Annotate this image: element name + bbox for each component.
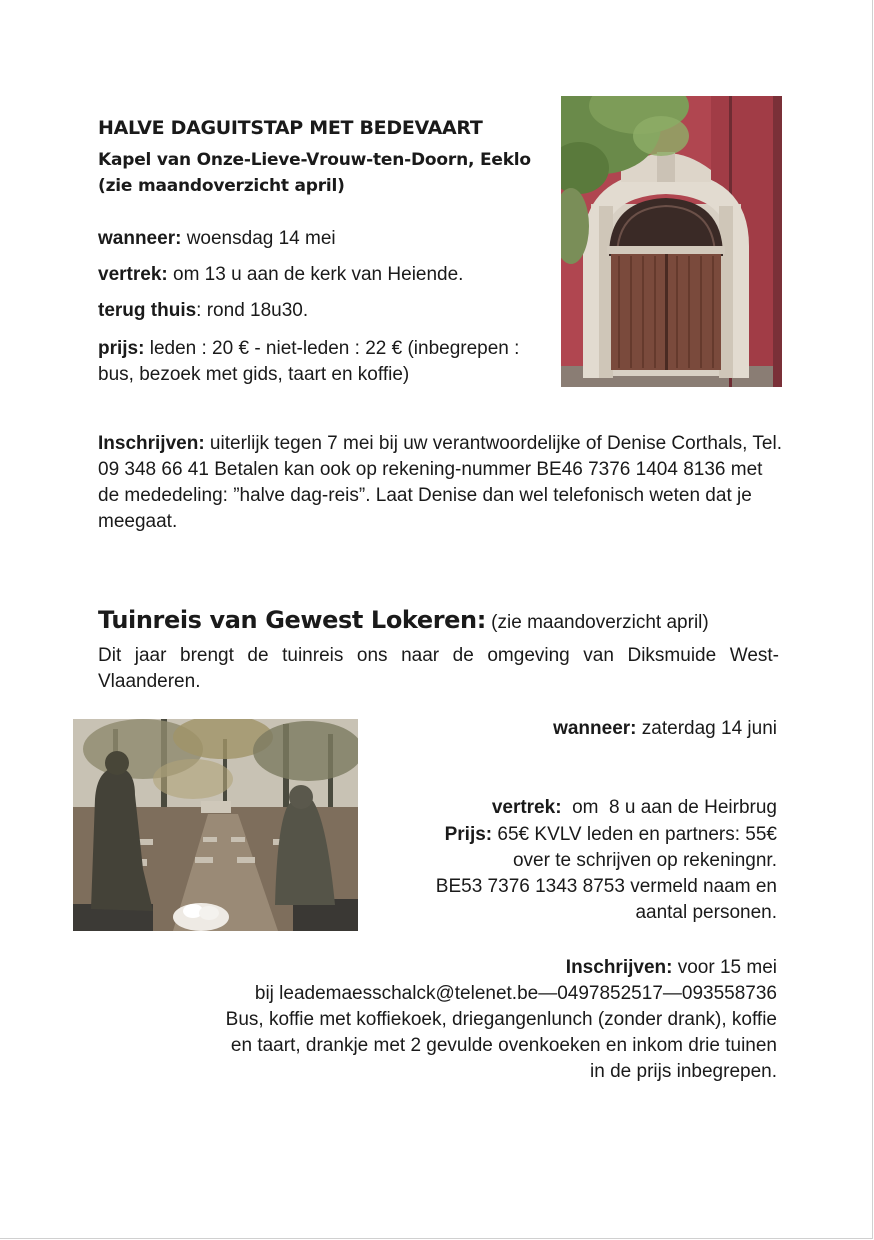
- event2-register-included-2: en taart, drankje met 2 gevulde ovenkoeken en inkom drie tuinen: [230, 1035, 777, 1056]
- event2-register-included-1: Bus, koffie met koffiekoek, driegangenlunch (zonder drank), koffie: [225, 1009, 777, 1030]
- event1-depart-value: om 13 u aan de kerk van Heiende.: [167, 264, 464, 285]
- event2-register-value: voor 15 mei: [672, 957, 777, 978]
- event2-intro: Dit jaar brengt de tuinreis ons naar de omgeving van Diksmuide West-Vlaanderen.: [98, 645, 779, 692]
- event1-title: HALVE DAGUITSTAP MET BEDEVAART: [98, 117, 483, 139]
- event2-register-included-3: in de prijs inbegrepen.: [590, 1061, 777, 1082]
- event2-register-label: Inschrijven:: [565, 957, 673, 978]
- event1-return-label: terug thuis: [98, 300, 197, 321]
- event2-price-value: 65€ KVLV leden en partners: 55€: [492, 824, 777, 845]
- event1-return-value: : rond 18u30.: [196, 300, 309, 321]
- event1-when: [98, 226, 336, 252]
- event2-price-line4: aantal personen.: [635, 902, 777, 923]
- cemetery-statues-photo: [73, 719, 358, 931]
- event2-title-note: (zie maandoverzicht april): [485, 612, 709, 633]
- event2-when-value: zaterdag 14 juni: [636, 718, 777, 739]
- event2-price-line1: [436, 822, 777, 848]
- event1-price: [98, 336, 558, 388]
- event2-when: [553, 716, 777, 742]
- event2-depart-value: om 8 u aan de Heirbrug: [561, 797, 777, 818]
- event2-price-label: Prijs:: [444, 824, 493, 845]
- event2-price-line3: BE53 7376 1343 8753 vermeld naam en: [435, 876, 777, 897]
- event1-depart: [98, 262, 463, 288]
- event1-return: [98, 298, 308, 324]
- event2-register: [226, 955, 777, 1085]
- event1-price-value: leden : 20 € - niet-leden : 22 € (inbegrepen : bus, bezoek met gids, taart en koffie): [98, 338, 520, 385]
- event2-register-contact: bij leademaesschalck@telenet.be—0497852517—093558736: [254, 983, 777, 1004]
- event1-register-label: Inschrijven:: [98, 433, 205, 454]
- event2-title-row: [98, 606, 709, 634]
- event2-price: [436, 822, 777, 926]
- event2-when-label: wanneer:: [553, 718, 637, 739]
- event1-price-label: prijs:: [98, 338, 145, 359]
- event2-register-line1: [226, 955, 777, 981]
- event1-subtitle: Kapel van Onze-Lieve-Vrouw-ten-Doorn, Eeklo (zie maandoverzicht april): [98, 150, 531, 196]
- event1-when-label: wanneer:: [98, 228, 182, 249]
- event1-when-value: woensdag 14 mei: [181, 228, 336, 249]
- event1-depart-label: vertrek:: [98, 264, 168, 285]
- event2-title: Tuinreis van Gewest Lokeren:: [98, 606, 486, 634]
- event2-price-line2: over te schrijven op rekeningnr.: [512, 850, 777, 871]
- chapel-door-photo: [561, 96, 782, 387]
- event1-register: [98, 431, 788, 535]
- event2-depart-label: vertrek:: [491, 797, 562, 818]
- cemetery-image: [73, 719, 358, 931]
- chapel-door-image: [561, 96, 782, 387]
- event1-register-value: uiterlijk tegen 7 mei bij uw verantwoordelijke of Denise Corthals, Tel. 09 348 66 41 Betalen kan ook op rekening-nummer BE46 7376 1404 8136 met de mededeling: ”halve dag-reis”. Laat Denise dan wel telefonisch weten dat je meegaat.: [98, 433, 782, 532]
